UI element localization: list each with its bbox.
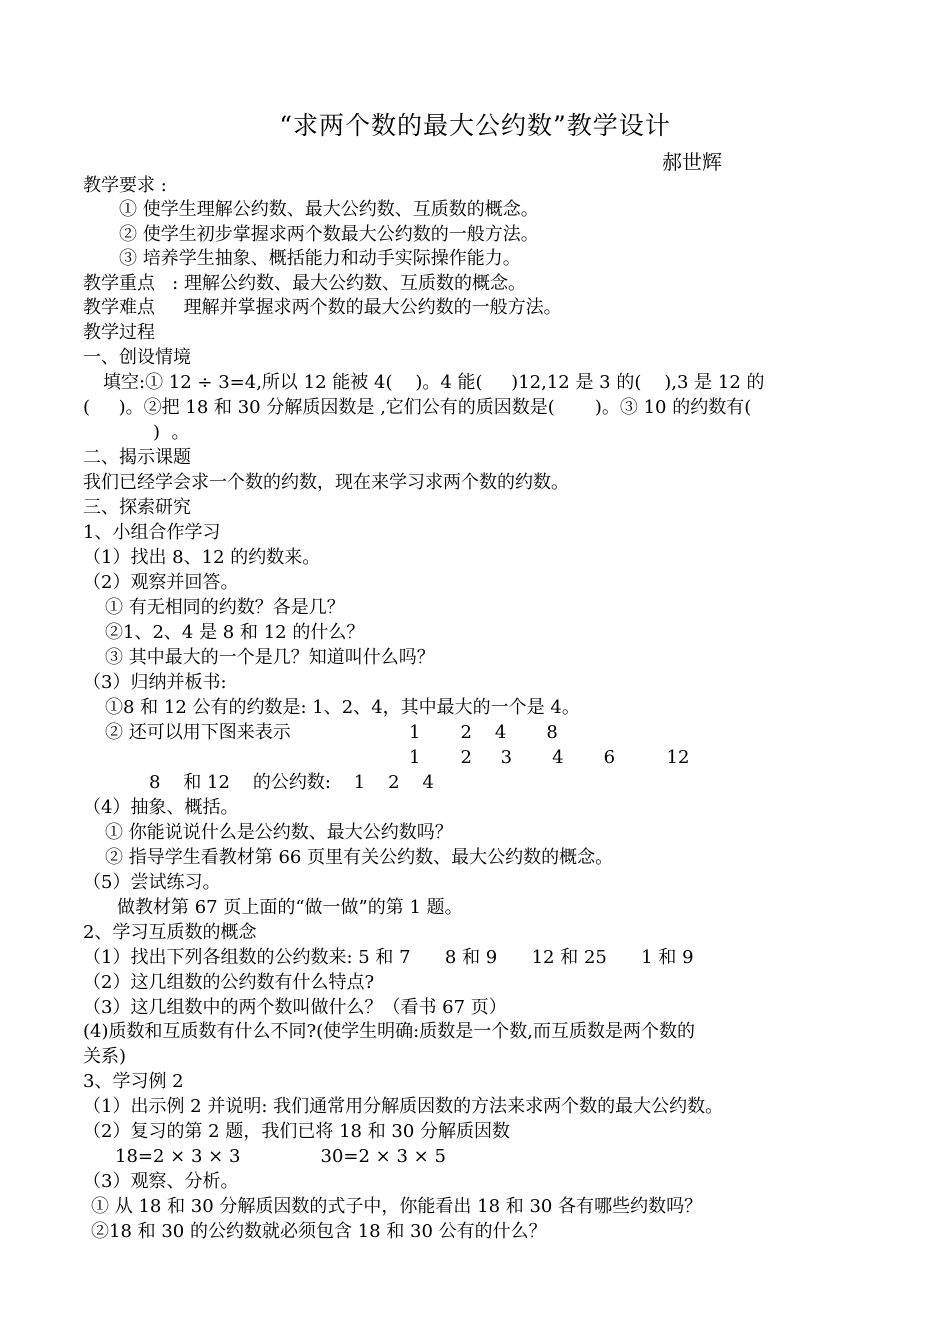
text-line: 2、学习互质数的概念 [83, 922, 257, 943]
text-line: （3）这几组数中的两个数叫做什么？（看书 67 页） [83, 997, 507, 1018]
text-line: 3、学习例 2 [83, 1071, 184, 1092]
text-line: ① 有无相同的约数？各是几？ [105, 597, 345, 618]
text-line: ① 从 18 和 30 分解质因数的式子中，你能看出 18 和 30 各有哪些约数吗？ [91, 1196, 703, 1217]
text-line: （4）抽象、概括。 [83, 797, 239, 818]
text-line: 我们已经学会求一个数的约数，现在来学习求两个数的约数。 [83, 472, 569, 493]
text-line: ②18 和 30 的公约数就必须包含 18 和 30 公有的什么？ [91, 1221, 547, 1242]
text-line: ②1、2、4 是 8 和 12 的什么？ [105, 622, 365, 643]
text-line: 二、揭示课题 [83, 447, 191, 468]
text-line: ①8 和 12 公有的约数是: 1、2、4，其中最大的一个是 4。 [105, 697, 580, 718]
text-line: 18=2 × 3 × 3 30=2 × 3 × 5 [115, 1146, 446, 1167]
text-line: 1 2 3 4 6 12 [409, 747, 690, 768]
text-line: （2）这几组数的公约数有什么特点? [83, 972, 375, 993]
text-line: 做教材第 67 页上面的“做一做”的第 1 题。 [117, 897, 463, 918]
text-line: ② 还可以用下图来表示 [105, 722, 291, 743]
text-line: ① 你能说说什么是公约数、最大公约数吗？ [105, 822, 453, 843]
text-line: 教学难点 理解并掌握求两个数的最大公约数的一般方法。 [83, 297, 562, 318]
text-line: ( )。②把 18 和 30 分解质因数是 ,它们公有的质因数是( )。③ 10 的约数有( [83, 397, 752, 418]
document-author: 郝世辉 [662, 150, 722, 174]
text-line: （3）观察、分析。 [83, 1171, 239, 1192]
text-line: 教学重点 : 理解公约数、最大公约数、互质数的概念。 [83, 273, 526, 294]
text-line: 填空:① 12 ÷ 3=4,所以 12 能被 4( )。4 能( )12,12 是 3 的( ),3 是 12 的 [103, 372, 765, 393]
text-line: （5）尝试练习。 [83, 872, 221, 893]
text-line: 1 2 4 8 [409, 722, 558, 743]
text-line: （1）找出下列各组数的公约数来: 5 和 7 8 和 9 12 和 25 1 和 9 [83, 947, 694, 968]
text-line: 教学要求 : [83, 175, 167, 196]
text-line: （1）出示例 2 并说明: 我们通常用分解质因数的方法来求两个数的最大公约数。 [83, 1096, 724, 1117]
text-line: 1、小组合作学习 [83, 522, 221, 543]
text-line: (4)质数和互质数有什么不同?(使学生明确:质数是一个数,而互质数是两个数的 [83, 1021, 695, 1042]
text-line: ② 指导学生看教材第 66 页里有关公约数、最大公约数的概念。 [105, 847, 614, 868]
text-line: （2）复习的第 2 题，我们已将 18 和 30 分解质因数 [83, 1121, 511, 1142]
text-line: （1）找出 8、12 的约数来。 [83, 547, 321, 568]
text-line: ③ 其中最大的一个是几？知道叫什么吗？ [105, 647, 435, 668]
text-line: ③ 培养学生抽象、概括能力和动手实际操作能力。 [119, 248, 521, 269]
text-line: ① 使学生理解公约数、最大公约数、互质数的概念。 [119, 199, 539, 220]
text-line: （3）归纳并板书: [83, 672, 227, 693]
text-line: 关系) [83, 1046, 127, 1067]
text-line: ) 。 [153, 422, 190, 443]
text-line: 8 和 12 的公约数: 1 2 4 [149, 772, 434, 793]
text-line: 教学过程 [83, 322, 155, 343]
text-line: ② 使学生初步掌握求两个数最大公约数的一般方法。 [119, 224, 539, 245]
document-title: “求两个数的最大公约数”教学设计 [279, 111, 671, 140]
text-line: 一、创设情境 [83, 347, 191, 368]
text-line: 三、探索研究 [83, 497, 191, 518]
text-line: （2）观察并回答。 [83, 572, 239, 593]
